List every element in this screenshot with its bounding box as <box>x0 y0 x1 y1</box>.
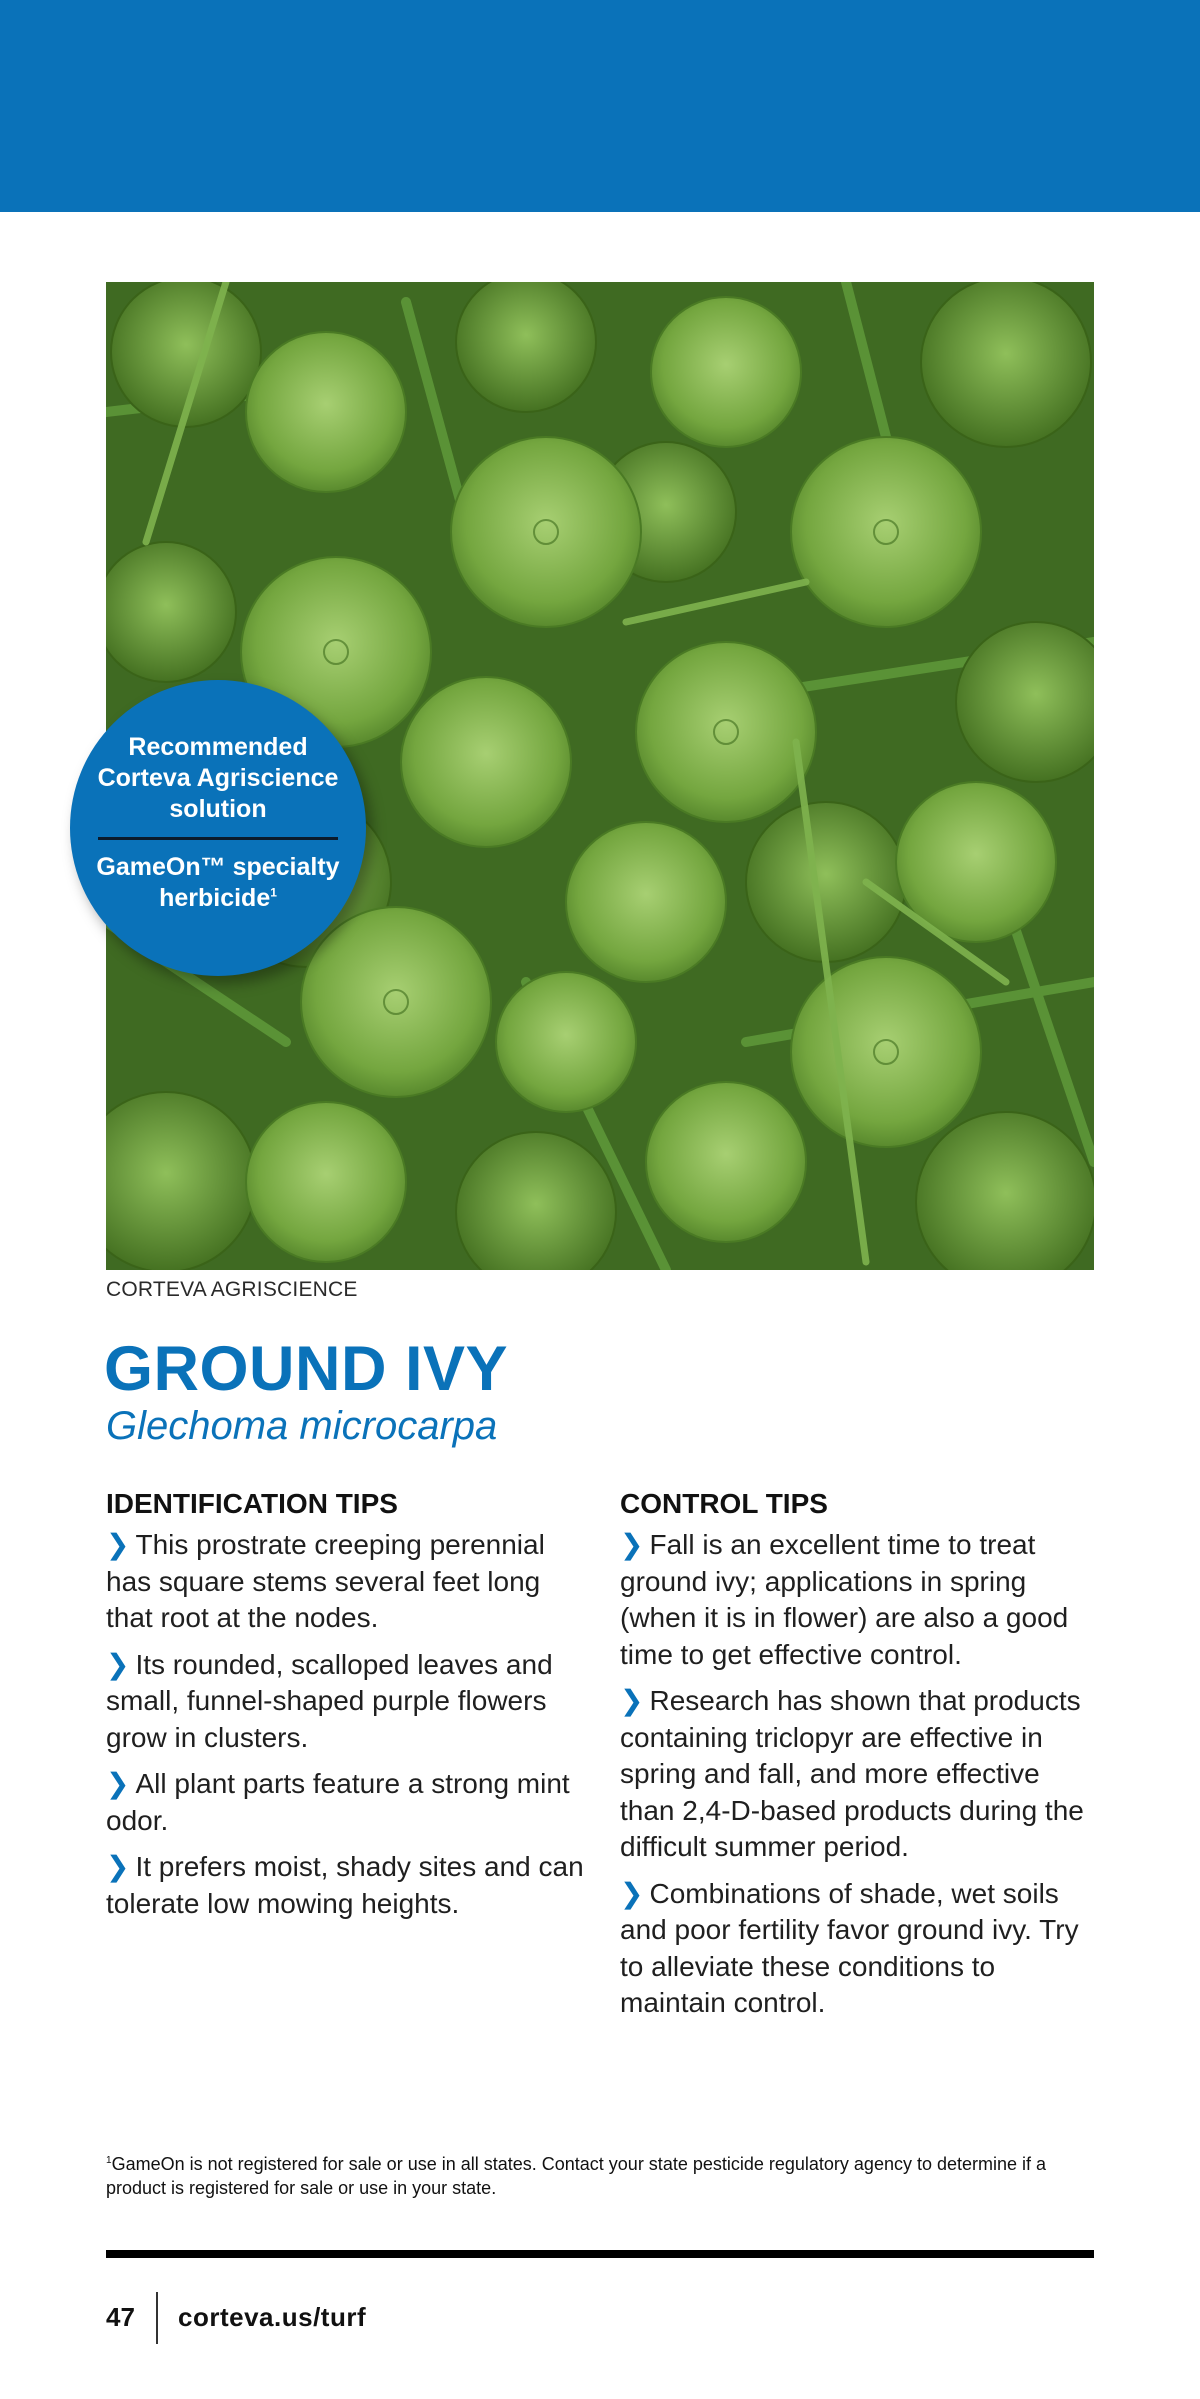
recommended-solution-badge <box>70 680 366 976</box>
badge-divider <box>98 837 338 840</box>
badge-footnote-mark: 1 <box>270 885 277 900</box>
chevron-right-icon: ❯ <box>620 1685 644 1716</box>
footnote-text: GameOn is not registered for sale or use in all states. Contact your state pesticide regulatory agency to determine if a product is registered for sale or use in your state. <box>106 2154 1047 2198</box>
footnote <box>106 2152 1066 2200</box>
footnote-mark: 1 <box>106 2155 112 2166</box>
badge-line-1: Recommended <box>128 733 308 761</box>
badge-line-3: solution <box>169 795 267 823</box>
header-band <box>0 0 1200 212</box>
identification-tip: ❯ Its rounded, scalloped leaves and small, funnel-shaped purple flowers grow in clusters. <box>106 1648 553 1753</box>
control-heading: CONTROL TIPS <box>620 1488 828 1519</box>
chevron-right-icon: ❯ <box>106 1851 130 1882</box>
chevron-right-icon: ❯ <box>620 1877 644 1909</box>
badge-product-line-2: herbicide$^1$ <box>159 884 277 912</box>
badge-product-line-1: GameOn™ specialty <box>96 853 340 881</box>
control-tip: ❯ Combinations of shade, wet soils and poor fertility favor ground ivy. Try to alleviate these conditions to maintain control. <box>620 1877 1079 2018</box>
footer-rule <box>106 2250 1094 2258</box>
identification-tips-section <box>106 1487 586 1932</box>
photo-credit: CORTEVA AGRISCIENCE <box>106 1278 358 1301</box>
control-tip: ❯ Research has shown that products containing triclopyr are effective in spring and fall, and more effective than 2,4-D-based products during the difficult summer period. <box>620 1685 1084 1862</box>
identification-tip: ❯ All plant parts feature a strong mint odor. <box>106 1768 570 1836</box>
chevron-right-icon: ❯ <box>106 1529 130 1560</box>
identification-tip: ❯ It prefers moist, shady sites and can tolerate low mowing heights. <box>106 1851 584 1919</box>
chevron-right-icon: ❯ <box>620 1529 644 1560</box>
weed-scientific-name: Glechoma microcarpa <box>106 1404 498 1448</box>
identification-heading: IDENTIFICATION TIPS <box>106 1488 398 1519</box>
chevron-right-icon: ❯ <box>106 1648 130 1680</box>
page-number: 47 <box>106 2302 135 2332</box>
identification-tip: ❯ This prostrate creeping perennial has square stems several feet long that root at the nodes. <box>106 1529 545 1633</box>
footer-divider <box>156 2292 158 2344</box>
chevron-right-icon: ❯ <box>106 1768 130 1799</box>
weed-common-name: GROUND IVY <box>104 1334 509 1404</box>
footer-url: corteva.us/turf <box>178 2302 367 2332</box>
control-tips-section <box>620 1487 1100 2032</box>
control-tip: ❯ Fall is an excellent time to treat ground ivy; applications in spring (when it is in flower) are also a good time to get effective control. <box>620 1529 1069 1670</box>
badge-line-2: Corteva Agriscience <box>97 764 339 792</box>
